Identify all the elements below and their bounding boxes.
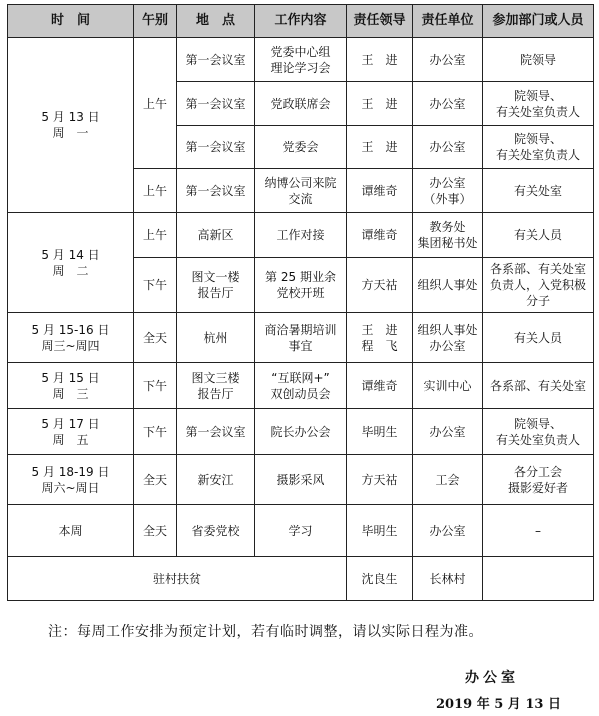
col-header-unit: 责任单位	[413, 5, 483, 38]
unit-cell: 办公室	[413, 409, 483, 455]
place-cell: 第一会议室	[177, 38, 255, 82]
period-cell: 下午	[134, 258, 177, 313]
content-cell: 党委中心组 理论学习会	[255, 38, 347, 82]
weekday-text: 周 三	[52, 386, 89, 401]
period-cell: 全天	[134, 313, 177, 363]
unit-cell: 工会	[413, 455, 483, 505]
leader-cell: 王 进	[347, 82, 413, 126]
place-cell: 新安江	[177, 455, 255, 505]
table-row	[8, 409, 594, 455]
leader-cell: 王 进	[347, 38, 413, 82]
col-header-participants: 参加部门或人员	[483, 5, 594, 38]
period-cell: 下午	[134, 409, 177, 455]
col-header-content: 工作内容	[255, 5, 347, 38]
unit-cell: 组织人事处 办公室	[413, 313, 483, 363]
place-cell: 第一会议室	[177, 126, 255, 169]
unit-cell: 长林村	[413, 557, 483, 601]
content-cell: 工作对接	[255, 213, 347, 258]
period-cell: 上午	[134, 169, 177, 213]
content-cell: 院长办公会	[255, 409, 347, 455]
unit-cell: 办公室	[413, 126, 483, 169]
col-header-leader: 责任领导	[347, 5, 413, 38]
leader-cell: 谭维奇	[347, 363, 413, 409]
col-header-time: 时 间	[8, 5, 134, 38]
date-text: 5 月 17 日	[41, 416, 100, 431]
date-cell: 本周	[8, 505, 134, 557]
leader-cell: 沈良生	[347, 557, 413, 601]
date-text: 5 月 13 日	[41, 110, 100, 124]
content-cell: 第 25 期业余 党校开班	[255, 258, 347, 313]
col-header-period: 午别	[134, 5, 177, 38]
unit-cell: 办公室	[413, 38, 483, 82]
participants-cell: 有关处室	[483, 169, 594, 213]
leader-cell: 方天祜	[347, 455, 413, 505]
content-cell: 党政联席会	[255, 82, 347, 126]
participants-cell: 各系部、有关处室 负责人，入党积极 分子	[483, 258, 594, 313]
weekly-schedule-table	[7, 4, 594, 601]
leader-cell: 王 进 程 飞	[347, 313, 413, 363]
place-cell: 第一会议室	[177, 82, 255, 126]
date-text: 5 月 14 日	[41, 247, 100, 262]
period-cell: 下午	[134, 363, 177, 409]
table-row	[8, 557, 594, 601]
table-row	[8, 38, 594, 82]
participants-cell	[483, 557, 594, 601]
leader-cell: 毕明生	[347, 409, 413, 455]
content-cell: 摄影采风	[255, 455, 347, 505]
participants-cell: 各系部、有关处室	[483, 363, 594, 409]
leader-cell: 王 进	[347, 126, 413, 169]
date-cell	[8, 313, 134, 363]
participants-cell: 院领导、 有关处室负责人	[483, 126, 594, 169]
unit-cell: 教务处 集团秘书处	[413, 213, 483, 258]
participants-cell: 院领导、 有关处室负责人	[483, 409, 594, 455]
weekday-text: 周 五	[52, 432, 89, 447]
date-cell	[8, 213, 134, 313]
table-row	[8, 505, 594, 557]
period-cell: 上午	[134, 38, 177, 169]
participants-cell: 有关人员	[483, 213, 594, 258]
header-row	[8, 5, 594, 38]
content-cell: 学习	[255, 505, 347, 557]
unit-cell: 实训中心	[413, 363, 483, 409]
content-cell: 商洽暑期培训 事宜	[255, 313, 347, 363]
date-cell	[8, 363, 134, 409]
place-cell: 杭州	[177, 313, 255, 363]
leader-cell: 方天祜	[347, 258, 413, 313]
issue-date: 2019 年 5 月 13 日	[436, 697, 561, 712]
date-cell	[8, 38, 134, 213]
table-row	[8, 455, 594, 505]
participants-cell: –	[483, 505, 594, 557]
table-row	[8, 213, 594, 258]
date-text: 5 月 18-19 日	[31, 464, 110, 479]
leader-cell: 谭维奇	[347, 169, 413, 213]
place-cell: 高新区	[177, 213, 255, 258]
period-cell: 上午	[134, 213, 177, 258]
unit-cell: 办公室	[413, 505, 483, 557]
footnote: 注：每周工作安排为预定计划，若有临时调整，请以实际日程为准。	[48, 624, 483, 640]
weekday-text: 周三~周四	[41, 338, 100, 353]
date-cell	[8, 409, 134, 455]
weekday-text: 周六~周日	[41, 480, 100, 495]
content-cell: “互联网+” 双创动员会	[255, 363, 347, 409]
table-row	[8, 313, 594, 363]
place-cell: 图文三楼 报告厅	[177, 363, 255, 409]
unit-cell: 办公室	[413, 82, 483, 126]
participants-cell: 各分工会 摄影爱好者	[483, 455, 594, 505]
unit-cell: 组织人事处	[413, 258, 483, 313]
col-header-place: 地 点	[177, 5, 255, 38]
table-row	[8, 363, 594, 409]
place-cell: 第一会议室	[177, 169, 255, 213]
period-cell: 全天	[134, 505, 177, 557]
participants-cell: 有关人员	[483, 313, 594, 363]
weekday-text: 周 二	[52, 263, 89, 278]
leader-cell: 毕明生	[347, 505, 413, 557]
merged-activity-cell: 驻村扶贫	[8, 557, 347, 601]
participants-cell: 院领导	[483, 38, 594, 82]
leader-cell: 谭维奇	[347, 213, 413, 258]
period-cell: 全天	[134, 455, 177, 505]
weekday-text: 周 一	[52, 126, 89, 140]
unit-cell: 办公室 （外事）	[413, 169, 483, 213]
content-cell: 党委会	[255, 126, 347, 169]
date-text: 5 月 15-16 日	[31, 322, 110, 337]
place-cell: 省委党校	[177, 505, 255, 557]
participants-cell: 院领导、 有关处室负责人	[483, 82, 594, 126]
place-cell: 第一会议室	[177, 409, 255, 455]
date-text: 5 月 15 日	[41, 370, 100, 385]
issuer-signature: 办公室	[465, 670, 519, 686]
date-cell	[8, 455, 134, 505]
place-cell: 图文一楼 报告厅	[177, 258, 255, 313]
content-cell: 纳博公司来院 交流	[255, 169, 347, 213]
